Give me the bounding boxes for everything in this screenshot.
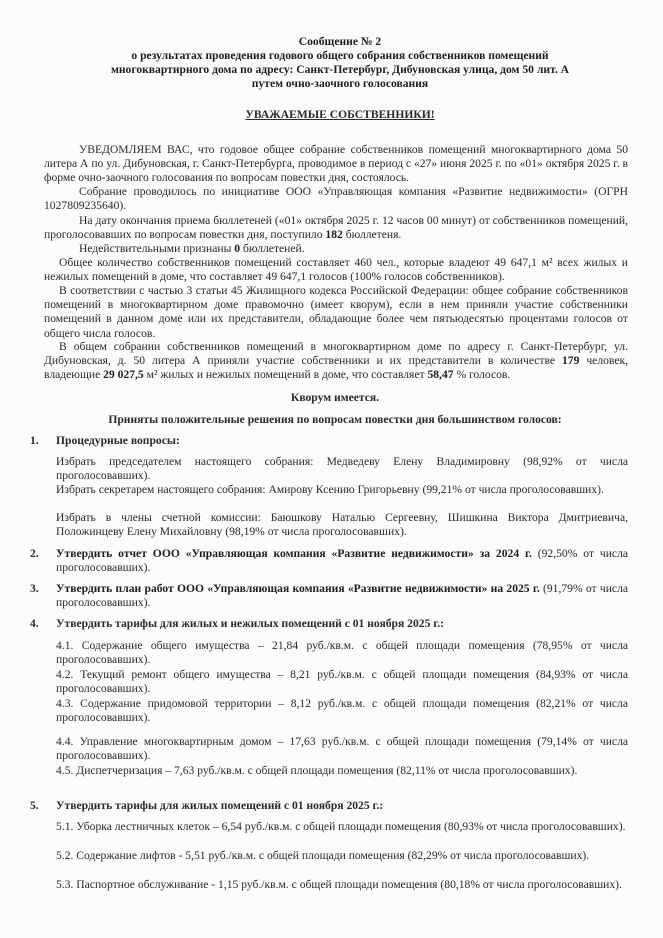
agenda-item-3-text [56,582,628,610]
participation-text-pre: В общем собрании собственников помещений в многоквартирном доме по адресу г. Санкт-Петербург, ул. Дибуновская, д. 50 литера А приняли участие собственники и их представители в количестве [44,340,628,368]
agenda-item-number: 2. [30,547,39,560]
paragraph-notice: УВЕДОМЛЯЕМ ВАС, что годовое общее собрание собственников помещений многоквартирного дома 50 литера А по ул. Дибуновская, г. Санкт-Петербурга, проводимое в период с «27» июня 2025 г. по «01» октября 2025 г. в форме очно-заочного голосования по вопросам повестки дня, состоялось. [44,143,628,185]
agenda-item-title: Утвердить отчет ООО «Управляющая компания «Развитие недвижимости» за 2024 г. [56,547,532,560]
invalid-text-post: бюллетеней. [240,242,305,255]
tariff-item: 5.3. Паспортное обслуживание - 1,15 руб./кв.м. с общей площади помещения (80,18% от числа проголосовавших). [56,878,622,891]
tariff-item: 4.5. Диспетчеризация – 7,63 руб./кв.м. с общей площади помещения (82,11% от числа проголосовавших). [56,764,578,777]
participation-text-post: % голосов. [453,368,511,382]
participants-area: 29 027,5 [103,368,144,382]
agenda-item-result: (91,79% от числа проголосовавших). [56,582,628,610]
paragraph-participation [44,340,628,383]
document-subtitle-line-3: путем очно-заочного голосования [251,77,429,90]
agenda-item-2-text [56,547,628,575]
agenda-subitem: Избрать в члены счетной комиссии: Баюшкову Наталью Сергеевну, Шишкина Виктора Дмитриевича, Положинцеву Елену Михайловну (98,19% от числа проголосовавших). [56,511,628,539]
agenda-item-number: 4. [30,617,39,630]
paragraph-invalid [44,242,628,256]
agenda-item-result: (92,50% от числа проголосовавших). [56,547,629,575]
agenda-item-title: Утвердить план работ ООО «Управляющая компания «Развитие недвижимости» на 2025 г. [56,582,540,595]
agenda-item-title: Процедурные вопросы: [56,434,180,447]
tariff-item: 4.2. Текущий ремонт общего имущества – 8,21 руб./кв.м. с общей площади помещения (84,93% от числа проголосовавших). [56,668,628,696]
ballots-count: 182 [325,228,343,242]
tariff-item: 4.4. Управление многоквартирным домом – 17,63 руб./кв.м. с общей площади помещения (79,14% от числа проголосовавших). [56,735,628,763]
paragraph-law: В соответствии с частью 3 статьи 45 Жилищного кодекса Российской Федерации: общее собрание собственников помещений в многоквартирном доме правомочно (имеет кворум), если в нем приняли участие собственники помещений в данном доме или их представители, обладающие более чем пятьюдесятью процентами голосов от общего числа голосов. [44,284,628,340]
paragraph-owners: Общее количество собственников помещений составляет 460 чел., которые владеют 49 647,1 м² всех жилых и нежилых помещений в доме, что составляет 49 647,1 голосов (100% голосов собственников). [44,256,628,284]
greeting: УВАЖАЕМЫЕ СОБСТВЕННИКИ! [245,108,435,121]
agenda-item-number: 3. [30,582,39,595]
tariff-item: 5.1. Уборка лестничных клеток – 6,54 руб./кв.м. с общей площади помещения (80,93% от числа проголосовавших). [56,820,626,833]
tariff-item: 4.1. Содержание общего имущества – 21,84 руб./кв.м. с общей площади помещения (78,95% от числа проголосовавших). [56,639,628,667]
agenda-item-number: 1. [30,434,39,447]
invalid-text-pre: Недействительными признаны [79,242,235,255]
paragraph-initiator: Собрание проводилось по инициативе ООО «Управляющая компания «Развитие недвижимости» (ОГРН 1027809235640). [44,185,628,213]
ballots-text-post: бюллетеня. [342,228,402,242]
document-title: Сообщение № 2 [298,35,382,48]
invalid-count: 0 [234,242,241,255]
decisions-heading: Приняты положительные решения по вопросам повестки дня большинством голосов: [108,413,562,426]
ballots-text-pre: На дату окончания приема бюллетеней («01» октября 2025 г. 12 часов 00 минут) от собственников помещений, проголосовавших по вопросам повестки дня, поступило [44,214,628,242]
participants-count: 179 [562,354,580,368]
participation-text-mid-1: человек, владеющие [44,354,628,382]
agenda-subitem: Избрать председателем настоящего собрания: Медведеву Елену Владимировну (98,92% от числа проголосовавших). [56,455,628,483]
agenda-item-number: 5. [30,799,39,812]
agenda-subitem: Избрать секретарем настоящего собрания: Амирову Ксению Григорьевну (99,21% от числа проголосовавших). [56,483,604,496]
agenda-item-5 [30,799,628,813]
quorum-statement: Кворум имеется. [290,391,380,404]
document-subtitle-line-2: многоквартирного дома по адресу: Санкт-Петербург, Дибуновская улица, дом 50 лит. А [110,63,570,76]
tariff-item: 4.3. Содержание придомовой территории – 8,12 руб./кв.м. с общей площади помещения (82,21% от числа проголосовавших). [56,697,628,725]
agenda-item-4 [30,617,628,631]
document-subtitle-line-1: о результатах проведения годового общего собрания собственников помещений [131,49,549,62]
tariff-item: 5.2. Содержание лифтов - 5,51 руб./кв.м. с общей площади помещения (82,29% от числа проголосовавших). [56,849,590,862]
participants-percent: 58,47 [427,368,454,382]
paragraph-ballots [44,214,628,242]
agenda-item-title: Утвердить тарифы для жилых и нежилых помещений с 01 ноября 2025 г.: [56,617,444,630]
participation-text-mid-2: м² жилых и нежилых помещений в доме, что составляет [143,368,428,382]
agenda-item-1 [30,434,628,448]
agenda-item-title: Утвердить тарифы для жилых помещений с 01 ноября 2025 г.: [56,799,384,812]
